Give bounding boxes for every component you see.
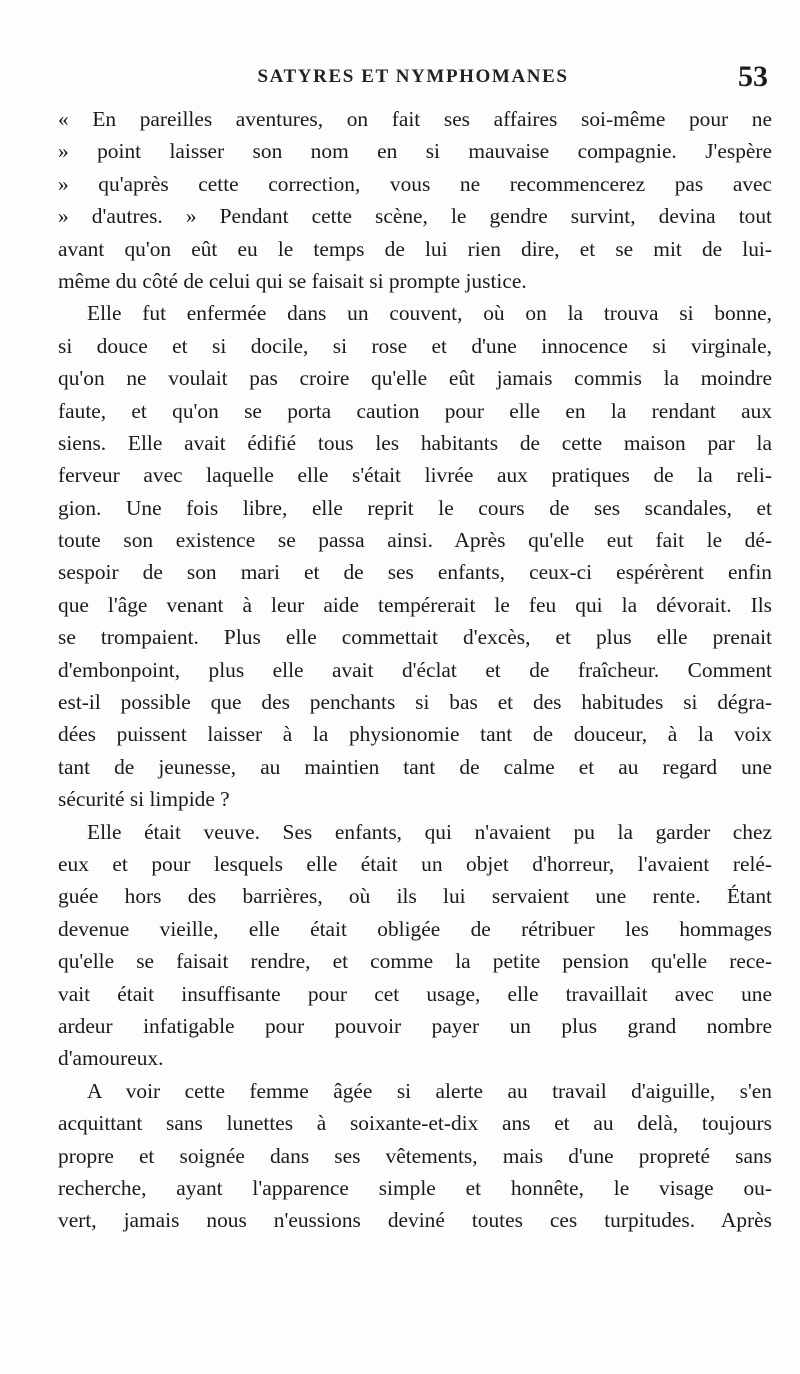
text-line: Elle était veuve. Ses enfants, qui n'avaient pu la garder chez [87,819,772,844]
body-text [58,103,772,1237]
text-line: siens. Elle avait édifié tous les habitants de cette maison par la [58,430,772,455]
text-line: se trompaient. Plus elle commettait d'excès, et plus elle prenait [58,625,772,650]
text-line: tant de jeunesse, au maintien tant de calme et au regard une [58,754,772,779]
text-line: » qu'après cette correction, vous ne recommencerez pas avec [58,171,772,196]
page-number: 53 [738,60,768,93]
text-line: eux et pour lesquels elle était un objet d'horreur, l'avaient relé- [58,851,772,876]
text-line: ardeur infatigable pour pouvoir payer un plus grand nombre [58,1013,772,1038]
text-line: devenue vieille, elle était obligée de rétribuer les hommages [58,916,772,941]
text-line: vait était insuffisante pour cet usage, elle travaillait avec une [58,981,772,1006]
text-line: A voir cette femme âgée si alerte au travail d'aiguille, s'en [87,1078,772,1103]
running-title: SATYRES ET NYMPHOMANES [257,66,569,87]
text-line: » d'autres. » Pendant cette scène, le gendre survint, devina tout [58,204,772,229]
text-line: si douce et si docile, si rose et d'une innocence si virginale, [58,333,772,358]
text-line: gion. Une fois libre, elle reprit le cours de ses scandales, et [58,495,772,520]
text-line: d'embonpoint, plus elle avait d'éclat et de fraîcheur. Comment [58,657,772,682]
text-line: recherche, ayant l'apparence simple et honnête, le visage ou- [58,1175,772,1200]
text-line: ferveur avec laquelle elle s'était livrée aux pratiques de la reli- [58,463,772,488]
text-line: dées puissent laisser à la physionomie tant de douceur, à la voix [58,722,772,747]
text-line: propre et soignée dans ses vêtements, mais d'une propreté sans [58,1143,772,1168]
text-line: vert, jamais nous n'eussions deviné toutes ces turpitudes. Après [58,1208,772,1233]
text-line: que l'âge venant à leur aide tempérerait le feu qui la dévorait. Ils [58,592,772,617]
text-line: sespoir de son mari et de ses enfants, ceux-ci espérèrent enfin [58,560,772,585]
text-line: acquittant sans lunettes à soixante-et-dix ans et au delà, toujours [58,1111,772,1136]
text-line: Elle fut enfermée dans un couvent, où on la trouva si bonne, [87,301,772,326]
text-line: faute, et qu'on se porta caution pour elle en la rendant aux [58,398,772,423]
text-line: sécurité si limpide ? [58,787,230,812]
text-line: est-il possible que des penchants si bas et des habitudes si dégra- [58,690,772,715]
text-line: qu'on ne voulait pas croire qu'elle eût jamais commis la moindre [58,366,772,391]
text-line: » point laisser son nom en si mauvaise compagnie. J'espère [58,139,772,164]
text-line: « En pareilles aventures, on fait ses affaires soi-même pour ne [58,107,772,131]
running-head [58,62,768,96]
text-line: qu'elle se faisait rendre, et comme la petite pension qu'elle rece- [58,949,772,974]
text-line: avant qu'on eût eu le temps de lui rien dire, et se mit de lui- [58,236,772,261]
text-line: guée hors des barrières, où ils lui servaient une rente. Étant [58,884,772,909]
text-line: toute son existence se passa ainsi. Après qu'elle eut fait le dé- [58,528,772,553]
text-line: d'amoureux. [58,1046,164,1071]
text-line: même du côté de celui qui se faisait si prompte justice. [58,268,527,293]
